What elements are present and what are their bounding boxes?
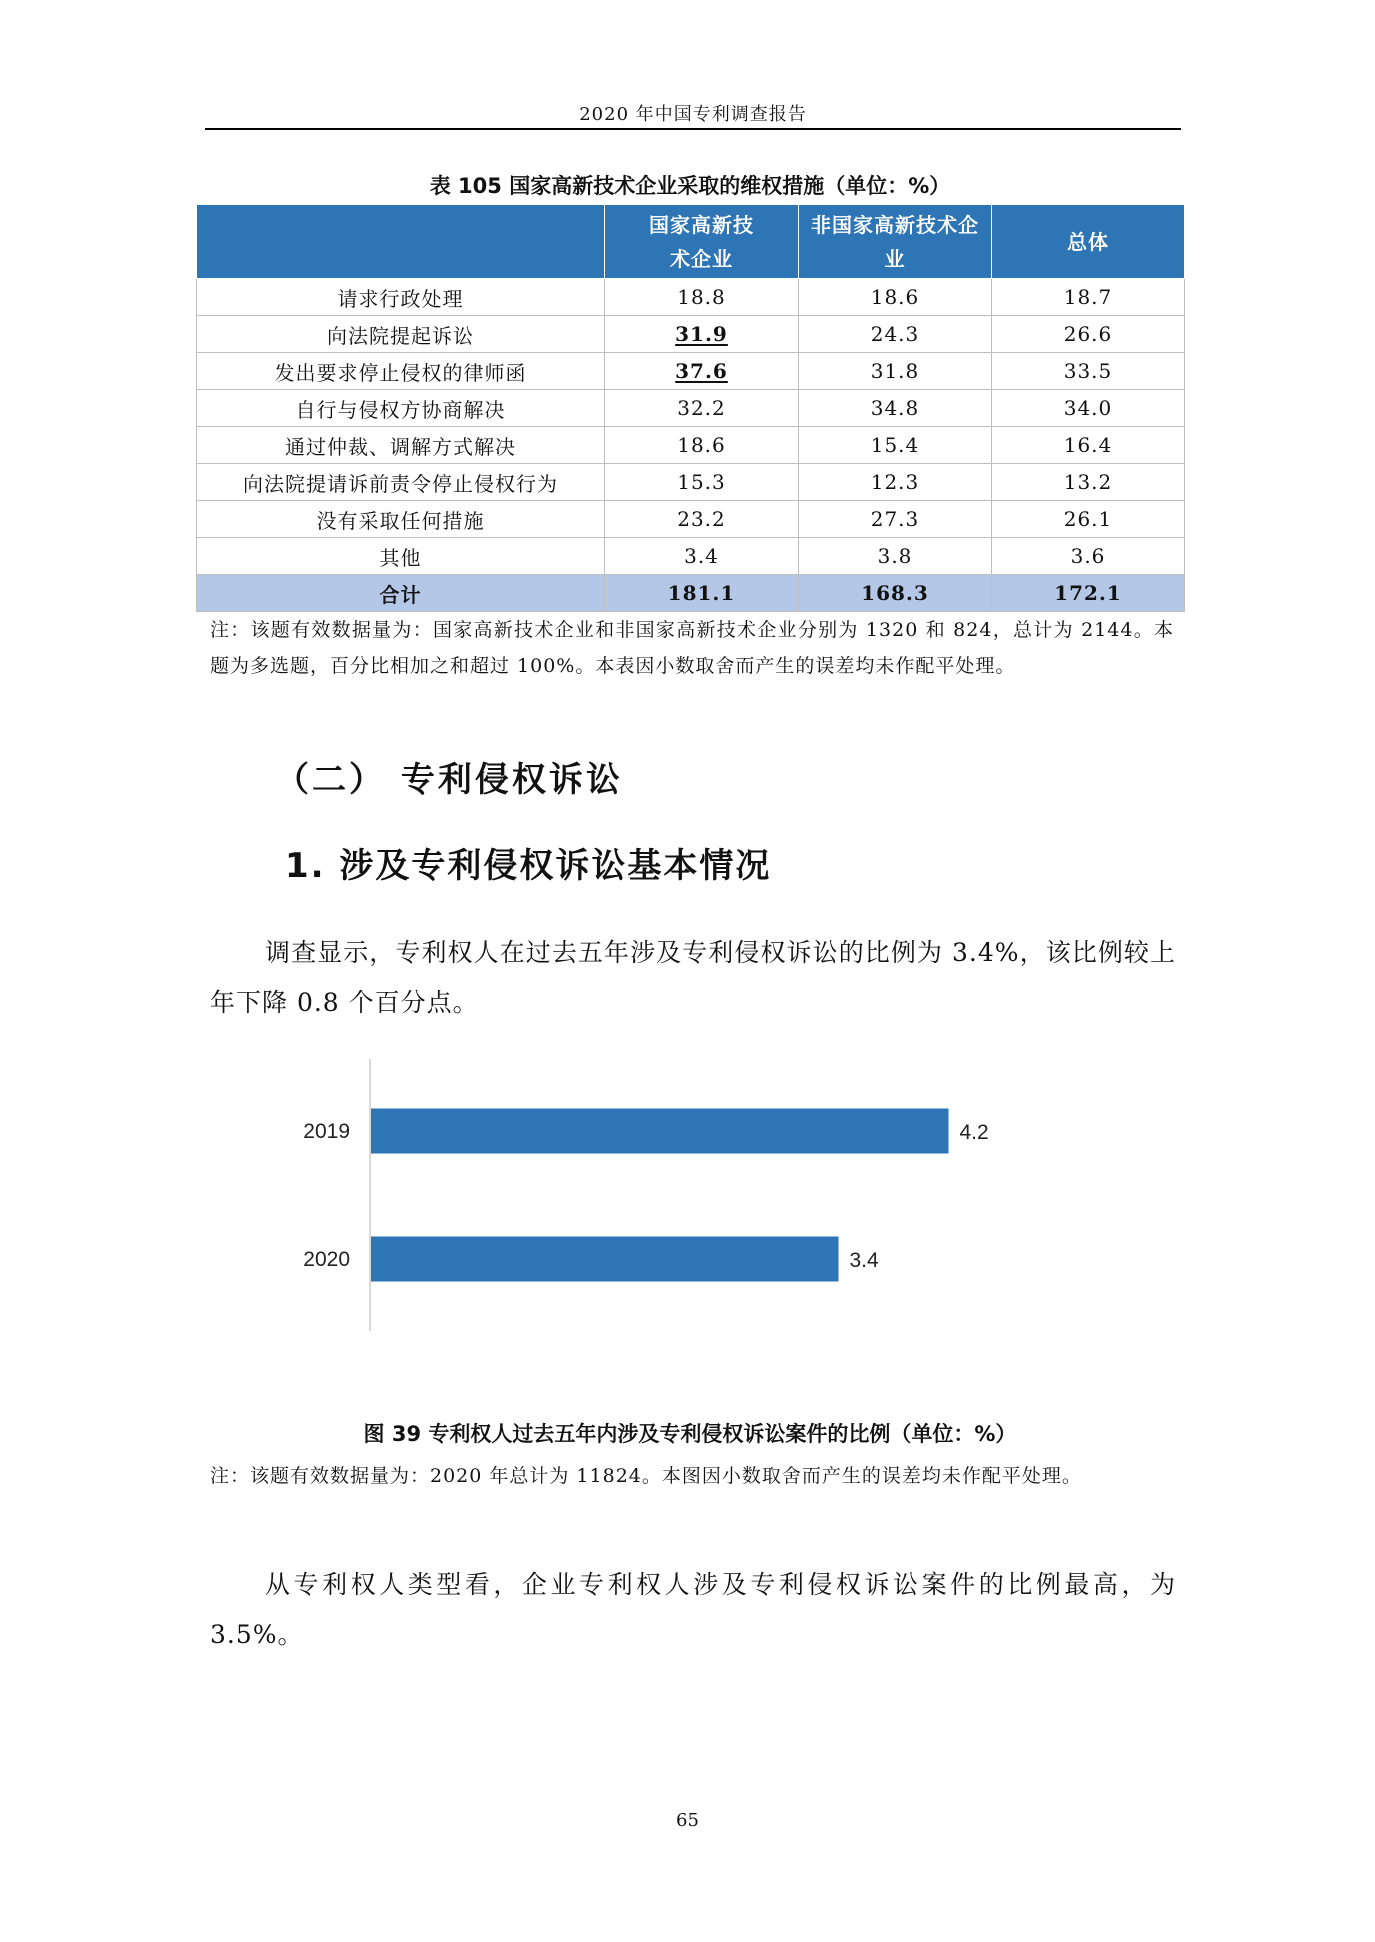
row-label-cell: 没有采取任何措施 xyxy=(197,501,605,538)
value-cell: 34.8 xyxy=(799,390,992,427)
total-value-cell: 168.3 xyxy=(799,575,992,612)
paragraph-types: 从专利权人类型看，企业专利权人涉及专利侵权诉讼案件的比例最高，为 3.5%。 xyxy=(210,1570,1176,1649)
bar-chart xyxy=(270,1055,1090,1335)
table-row xyxy=(197,427,1185,464)
value-cell: 18.6 xyxy=(799,279,992,316)
value-cell: 32.2 xyxy=(605,390,799,427)
table-row xyxy=(197,279,1185,316)
section-heading: （二） 专利侵权诉讼 xyxy=(275,760,623,800)
value-cell: 34.0 xyxy=(992,390,1185,427)
value-cell: 13.2 xyxy=(992,464,1185,501)
table-header-row xyxy=(197,205,1185,279)
table-caption: 表 105 国家高新技术企业采取的维权措施（单位：%） xyxy=(429,174,951,198)
page-number: 65 xyxy=(676,1810,699,1831)
value-cell: 16.4 xyxy=(992,427,1185,464)
value-cell: 3.6 xyxy=(992,538,1185,575)
value-cell: 31.8 xyxy=(799,353,992,390)
value-cell: 18.7 xyxy=(992,279,1185,316)
running-header: 2020 年中国专利调查报告 xyxy=(579,104,807,125)
row-label-cell: 向法院提请诉前责令停止侵权行为 xyxy=(197,464,605,501)
value-cell: 37.6 xyxy=(605,353,799,390)
value-cell: 26.1 xyxy=(992,501,1185,538)
row-label-cell: 发出要求停止侵权的律师函 xyxy=(197,353,605,390)
total-label-cell: 合计 xyxy=(197,575,605,612)
value-cell: 18.8 xyxy=(605,279,799,316)
bar-chart-svg xyxy=(270,1055,1090,1335)
value-cell: 12.3 xyxy=(799,464,992,501)
value-cell: 18.6 xyxy=(605,427,799,464)
category-label-2020: 2020 xyxy=(303,1248,350,1271)
value-cell: 3.8 xyxy=(799,538,992,575)
table-note: 注：该题有效数据量为：国家高新技术企业和非国家高新技术企业分别为 1320 和 824，总计为 2144。本题为多选题，百分比相加之和超过 100%。本表因小数取舍而产生的误差均未作配平处理。 xyxy=(210,619,1174,677)
table-row xyxy=(197,538,1185,575)
total-value-cell: 172.1 xyxy=(992,575,1185,612)
table-row xyxy=(197,316,1185,353)
measures-table xyxy=(196,204,1185,612)
value-cell: 3.4 xyxy=(605,538,799,575)
table-row xyxy=(197,390,1185,427)
value-label-2019: 4.2 xyxy=(959,1121,989,1144)
figure-note: 注：该题有效数据量为：2020 年总计为 11824。本图因小数取舍而产生的误差均未作配平处理。 xyxy=(210,1465,1082,1487)
table-row xyxy=(197,501,1185,538)
table-row xyxy=(197,353,1185,390)
subsection-heading: 1. 涉及专利侵权诉讼基本情况 xyxy=(285,846,772,886)
header-cell-hightech: 国家高新技术企业 xyxy=(605,205,799,279)
value-label-2020: 3.4 xyxy=(849,1249,879,1272)
row-label-cell: 通过仲裁、调解方式解决 xyxy=(197,427,605,464)
category-label-2019: 2019 xyxy=(303,1120,350,1143)
total-value-cell: 181.1 xyxy=(605,575,799,612)
value-cell: 15.3 xyxy=(605,464,799,501)
value-cell: 15.4 xyxy=(799,427,992,464)
value-cell: 33.5 xyxy=(992,353,1185,390)
table-total-row xyxy=(197,575,1185,612)
row-label-cell: 请求行政处理 xyxy=(197,279,605,316)
row-label-cell: 其他 xyxy=(197,538,605,575)
table-row xyxy=(197,464,1185,501)
header-cell-overall: 总体 xyxy=(992,205,1185,279)
header-cell-non-hightech: 非国家高新技术企业 xyxy=(799,205,992,279)
paragraph-survey: 调查显示，专利权人在过去五年涉及专利侵权诉讼的比例为 3.4%，该比例较上年下降 0.8 个百分点。 xyxy=(210,938,1176,1017)
value-cell: 26.6 xyxy=(992,316,1185,353)
header-rule xyxy=(205,128,1181,130)
value-cell: 27.3 xyxy=(799,501,992,538)
row-label-cell: 自行与侵权方协商解决 xyxy=(197,390,605,427)
header-cell-empty xyxy=(197,205,605,279)
value-cell: 24.3 xyxy=(799,316,992,353)
value-cell: 31.9 xyxy=(605,316,799,353)
bar-2019 xyxy=(371,1109,949,1154)
value-cell: 23.2 xyxy=(605,501,799,538)
bar-2020 xyxy=(371,1237,839,1282)
figure-caption: 图 39 专利权人过去五年内涉及专利侵权诉讼案件的比例（单位：%） xyxy=(363,1422,1017,1446)
row-label-cell: 向法院提起诉讼 xyxy=(197,316,605,353)
